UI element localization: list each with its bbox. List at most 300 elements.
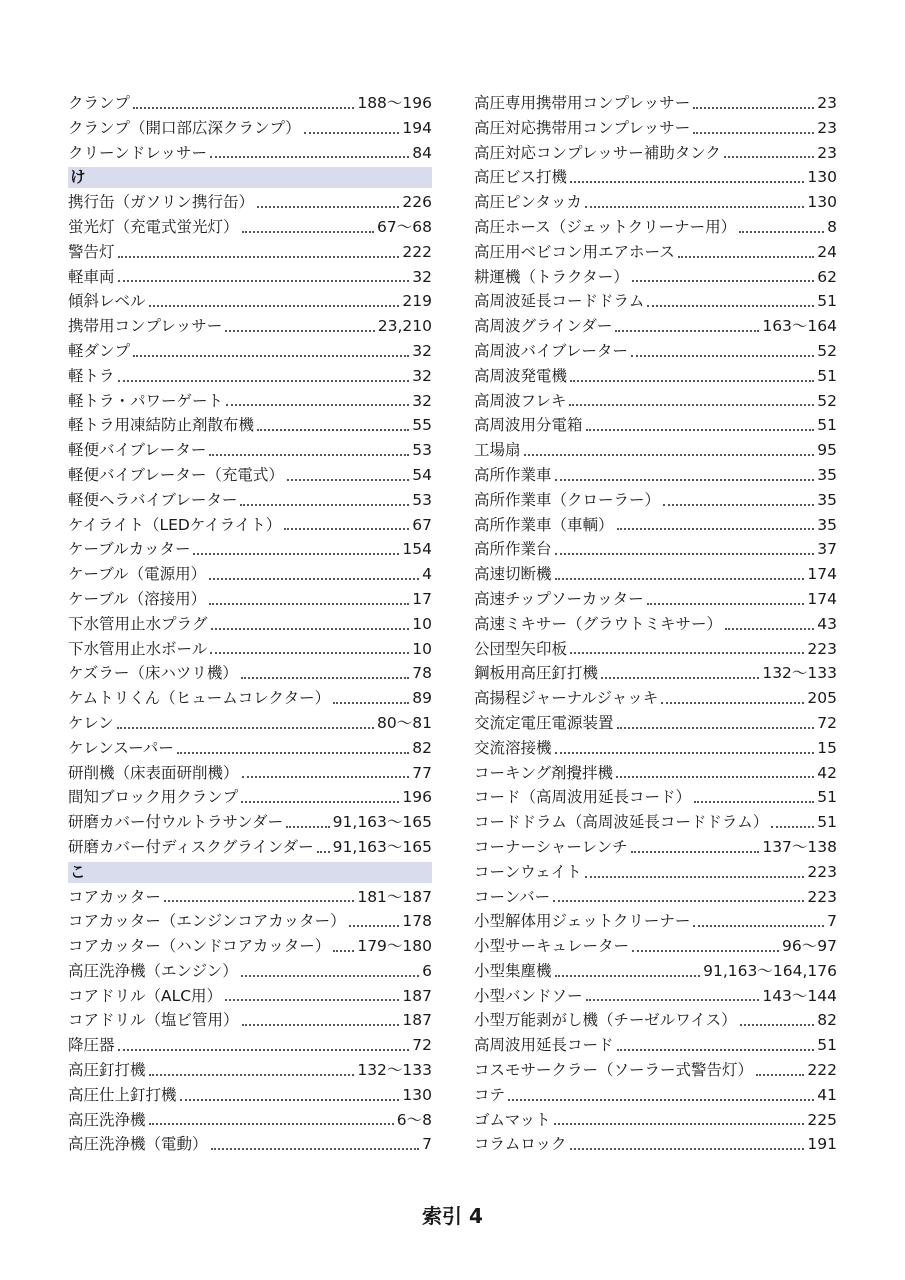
entry-name: 工場扇 [474,441,521,460]
entry-page: 7 [422,1135,432,1154]
dot-leader [585,206,805,208]
entry-page: 8 [827,217,837,236]
dot-leader [164,900,355,902]
entry-name: 下水管用止水ボール [68,639,208,658]
entry-page: 51 [817,1036,837,1055]
index-entry [68,1108,432,1133]
index-entry [474,1108,837,1133]
dot-leader [118,1049,410,1051]
entry-name: 高所作業車（クローラー） [474,490,661,509]
entry-page: 24 [817,242,837,261]
entry-page: 188〜196 [357,94,432,112]
section-header: け [68,167,432,188]
index-entry [68,1058,432,1083]
entry-name: 研磨カバー付ウルトラサンダー [68,813,284,832]
index-entry [68,1008,432,1033]
index-entry [68,562,432,587]
index-entry [474,389,837,414]
index-entry [474,785,837,810]
entry-name: 高圧用ベビコン用エアホース [474,242,675,261]
entry-name: 高圧対応コンプレッサー補助タンク [474,143,721,162]
index-entry [474,686,837,711]
index-entry [474,1083,837,1108]
entry-name: 高圧仕上釘打機 [68,1085,177,1104]
dot-leader [133,107,354,109]
entry-name: ケムトリくん（ヒュームコレクター） [68,689,331,708]
entry-name: 鋼板用高圧釘打機 [474,664,599,683]
dot-leader [118,280,410,282]
entry-name: ケレン [68,713,114,732]
dot-leader [693,925,824,927]
dot-leader [349,925,400,927]
index-entry [474,289,837,314]
entry-page: 143〜144 [762,986,837,1005]
index-entry [474,488,837,513]
index-entry [68,835,432,860]
index-entry [474,637,837,662]
entry-page: 137〜138 [762,837,837,856]
index-entry [68,959,432,984]
entry-name: ケイライト（LEDケイライト） [68,515,282,534]
entry-page: 51 [817,366,837,385]
entry-name: 小型バンドソー [474,986,583,1005]
index-entry [474,562,837,587]
index-entry [68,463,432,488]
entry-page: 89 [412,689,432,708]
index-entry [474,141,837,166]
entry-page: 194 [402,118,432,137]
entry-name: 研削機（床表面研削機） [68,763,239,782]
dot-leader [226,404,409,406]
index-entry [474,116,837,141]
index-entry [68,537,432,562]
index-entry [474,661,837,686]
index-entry [474,190,837,215]
dot-leader [193,553,399,555]
dot-leader [210,652,409,654]
dot-leader [555,975,701,977]
entry-page: 223 [807,862,837,881]
entry-page: 205 [807,689,837,708]
entry-page: 223 [807,639,837,658]
entry-page: 7 [827,912,837,931]
dot-leader [304,132,400,134]
dot-leader [570,1148,805,1150]
entry-page: 62 [817,267,837,286]
entry-page: 78 [412,664,432,683]
entry-page: 43 [817,614,837,633]
entry-name: 高周波フレキ [474,391,567,410]
dot-leader [771,826,814,828]
index-entry [68,141,432,166]
entry-name: コーナーシャーレンチ [474,837,628,856]
index-entry [68,711,432,736]
entry-name: ゴムマット [474,1110,551,1129]
dot-leader [617,1049,815,1051]
entry-name: 携帯用コンプレッサー [68,317,223,336]
dot-leader [241,677,409,679]
entry-page: 226 [402,193,432,212]
dot-leader [555,479,815,481]
entry-name: 軽トラ用凍結防止剤散布機 [68,416,255,435]
index-entry [68,612,432,637]
entry-page: 10 [412,614,432,633]
dot-leader [739,231,824,233]
dot-leader [555,752,815,754]
dot-leader [693,132,814,134]
entry-name: 間知ブロック用クランプ [68,788,239,807]
dot-leader [333,702,409,704]
entry-page: 196 [402,788,432,807]
dot-leader [524,454,815,456]
entry-page: 6 [422,961,432,980]
entry-name: 高圧洗浄機（エンジン） [68,961,238,980]
entry-page: 154 [402,540,432,559]
entry-page: 178 [402,912,432,931]
page-footer: 索引 4 [422,1204,483,1228]
index-entry [68,513,432,538]
entry-page: 82 [412,738,432,757]
entry-name: ケーブル（電源用） [68,565,207,584]
entry-page: 72 [817,713,837,732]
index-entry [474,959,837,984]
entry-name: 軽車両 [68,267,115,286]
entry-name: 高速ミキサー（グラウトミキサー） [474,614,723,633]
entry-name: 高圧専用携帯用コンプレッサー [474,94,691,112]
index-entry [474,165,837,190]
entry-name: 高所作業車（車輌） [474,515,614,534]
dot-leader [756,1074,804,1076]
entry-page: 130 [402,1085,432,1104]
entry-page: 54 [412,465,432,484]
index-entry [68,413,432,438]
index-entry [474,587,837,612]
dot-leader [586,429,815,431]
entry-page: 67 [412,515,432,534]
index-entry [474,265,837,290]
index-entry [68,810,432,835]
dot-leader [631,851,760,853]
entry-name: 軽便バイブレーター [68,441,207,460]
index-entry [474,339,837,364]
dot-leader [211,1148,420,1150]
entry-name: 高圧ホース（ジェットクリーナー用） [474,217,737,236]
entry-page: 42 [817,763,837,782]
dot-leader [617,727,815,729]
dot-leader [570,181,804,183]
dot-leader [663,504,814,506]
index-entry [68,637,432,662]
entry-name: コード（高周波用延長コード） [474,788,692,807]
index-entry [474,761,837,786]
entry-page: 52 [817,341,837,360]
dot-leader [601,677,759,679]
entry-name: クリーンドレッサー [68,143,208,162]
index-entry [474,413,837,438]
entry-page: 51 [817,788,837,807]
dot-leader [508,1099,814,1101]
dot-leader [210,156,409,158]
index-entry [68,909,432,934]
dot-leader [287,479,409,481]
dot-leader [586,999,760,1001]
dot-leader [286,826,330,828]
entry-name: コアカッター [68,887,161,906]
entry-name: ケレンスーパー [68,738,174,757]
entry-name: 高周波用延長コード [474,1036,614,1055]
index-entry [474,537,837,562]
entry-name: 高圧洗浄機 [68,1110,146,1129]
entry-name: コアドリル（ALC用） [68,986,223,1005]
index-entry [474,1058,837,1083]
dot-leader [740,1024,815,1026]
entry-name: 高圧ビス打機 [474,168,568,187]
dot-leader [725,628,814,630]
index-entry [68,240,432,265]
entry-page: 163〜164 [762,317,837,336]
index-entry [474,835,837,860]
entry-page: 174 [807,589,837,608]
entry-page: 23 [817,118,837,137]
entry-name: 高所作業台 [474,540,552,559]
dot-leader [149,1123,394,1125]
entry-name: コテ [474,1085,506,1104]
entry-page: 219 [402,292,432,311]
entry-name: 交流定電圧電源装置 [474,713,614,732]
entry-name: 高速切断機 [474,565,552,584]
entry-page: 225 [807,1110,837,1129]
dot-leader [149,1074,355,1076]
entry-name: 高圧洗浄機（電動） [68,1135,208,1154]
index-entry [68,389,432,414]
entry-page: 52 [817,391,837,410]
index-entry [68,364,432,389]
index-entry [68,190,432,215]
dot-leader [647,305,814,307]
entry-name: 高周波用分電箱 [474,416,583,435]
entry-name: クランプ（開口部広深クランプ） [68,118,301,137]
dot-leader [177,752,409,754]
index-entry [474,215,837,240]
entry-name: コーキング剤攪拌機 [474,763,614,782]
index-column-right [474,91,837,1157]
entry-name: 軽トラ [68,366,115,385]
entry-page: 187 [402,986,432,1005]
index-entry [68,116,432,141]
index-entry [474,612,837,637]
dot-leader [209,578,419,580]
dot-leader [257,429,409,431]
entry-page: 67〜68 [377,217,432,236]
index-entry [68,488,432,513]
index-entry [68,339,432,364]
dot-leader [149,305,400,307]
index-entry [474,885,837,910]
entry-page: 51 [817,416,837,435]
entry-name: 高周波バイブレーター [474,341,628,360]
entry-page: 130 [807,193,837,212]
index-column-left [68,91,432,1157]
index-entry [68,934,432,959]
index-entry [68,686,432,711]
entry-name: コラムロック [474,1135,567,1154]
index-entry [474,909,837,934]
entry-page: 41 [817,1085,837,1104]
entry-page: 32 [412,391,432,410]
dot-leader [632,950,779,952]
dot-leader [678,256,815,258]
index-entry [68,785,432,810]
entry-name: 高圧ピンタッカ [474,193,582,212]
entry-page: 6〜8 [396,1110,432,1129]
index-entry [68,1033,432,1058]
entry-page: 37 [817,540,837,559]
entry-name: コーンバー [474,887,551,906]
entry-name: 小型集塵機 [474,961,552,980]
index-entry [474,364,837,389]
entry-page: 10 [412,639,432,658]
dot-leader [242,231,375,233]
entry-name: 小型サーキュレーター [474,937,630,956]
section-header: こ [68,862,432,883]
entry-page: 23,210 [377,317,432,336]
entry-name: 公団型矢印板 [474,639,568,658]
entry-page: 35 [817,465,837,484]
entry-page: 72 [412,1036,432,1055]
entry-name: コアカッター（エンジンコアカッター） [68,912,346,931]
entry-name: 高圧釘打機 [68,1061,146,1080]
entry-name: 携行缶（ガソリン携行缶） [68,193,255,212]
entry-name: 軽ダンプ [68,341,131,360]
entry-page: 35 [817,490,837,509]
entry-name: 警告灯 [68,242,115,261]
entry-name: コードドラム（高周波延長コードドラム） [474,813,769,832]
entry-page: 222 [402,242,432,261]
dot-leader [317,851,330,853]
entry-name: 軽便バイブレーター（充電式） [68,465,284,484]
entry-page: 35 [817,515,837,534]
entry-page: 4 [422,565,432,584]
index-entry [474,463,837,488]
index-entry [68,761,432,786]
index-entry [68,1083,432,1108]
entry-page: 32 [412,366,432,385]
entry-page: 82 [817,1011,837,1030]
dot-leader [694,801,814,803]
dot-leader [225,330,375,332]
entry-name: 高速チップソーカッター [474,589,644,608]
entry-page: 80〜81 [377,713,432,732]
dot-leader [209,454,409,456]
index-entry [68,885,432,910]
entry-page: 187 [402,1011,432,1030]
entry-name: ケーブル（溶接用） [68,589,207,608]
entry-page: 17 [412,589,432,608]
entry-page: 51 [817,813,837,832]
entry-name: コーンウェイト [474,862,582,881]
entry-page: 222 [807,1061,837,1080]
entry-name: コスモサークラー（ソーラー式警告灯） [474,1061,754,1080]
entry-page: 15 [817,738,837,757]
index-entry [68,314,432,339]
dot-leader [242,776,410,778]
entry-page: 53 [412,490,432,509]
index-entry [474,1132,837,1157]
entry-page: 191 [807,1135,837,1154]
entry-name: 傾斜レベル [68,292,146,311]
entry-page: 130 [807,168,837,187]
entry-page: 91,163〜164,176 [703,961,837,980]
dot-leader [570,652,804,654]
index-entry [474,736,837,761]
dot-leader [570,380,814,382]
dot-leader [242,1024,400,1026]
entry-page: 84 [412,143,432,162]
index-entry [474,711,837,736]
dot-leader [284,528,409,530]
entry-page: 174 [807,565,837,584]
dot-leader [133,355,409,357]
index-entry [474,240,837,265]
dot-leader [209,603,409,605]
dot-leader [585,876,805,878]
entry-name: 高周波延長コードドラム [474,292,645,311]
index-entry [68,215,432,240]
entry-page: 23 [817,143,837,162]
dot-leader [693,107,814,109]
index-entry [474,984,837,1009]
entry-name: 蛍光灯（充電式蛍光灯） [68,217,239,236]
index-entry [68,265,432,290]
entry-name: 軽トラ・パワーゲート [68,391,224,410]
entry-name: ケーブルカッター [68,540,191,559]
entry-name: 高所作業車 [474,465,552,484]
index-entry [68,91,432,116]
dot-leader [180,1099,400,1101]
entry-name: 小型万能剥がし機（チーゼルワイス） [474,1011,737,1030]
entry-name: 高周波グラインダー [474,317,613,336]
entry-page: 91,163〜165 [332,837,432,856]
dot-leader [241,975,419,977]
entry-page: 96〜97 [782,937,837,956]
dot-leader [555,578,805,580]
entry-page: 55 [412,416,432,435]
dot-leader [241,801,399,803]
dot-leader [647,603,805,605]
index-entry [68,984,432,1009]
entry-page: 179〜180 [357,937,432,956]
dot-leader [211,628,410,630]
dot-leader [661,702,804,704]
entry-page: 32 [412,267,432,286]
entry-name: 交流溶接機 [474,738,552,757]
dot-leader [569,404,814,406]
index-entry [474,1033,837,1058]
dot-leader [117,727,374,729]
dot-leader [631,355,814,357]
dot-leader [257,206,399,208]
entry-page: 132〜133 [357,1061,432,1080]
entry-name: 研磨カバー付ディスクグラインダー [68,837,314,856]
dot-leader [616,776,814,778]
entry-page: 91,163〜165 [332,813,432,832]
entry-name: コアカッター（ハンドコアカッター） [68,937,331,956]
entry-name: 高圧対応携帯用コンプレッサー [474,118,691,137]
entry-name: ケズラー（床ハツリ機） [68,664,238,683]
entry-name: 高周波発電機 [474,366,568,385]
entry-name: 下水管用止水プラグ [68,614,208,633]
index-entry [68,587,432,612]
